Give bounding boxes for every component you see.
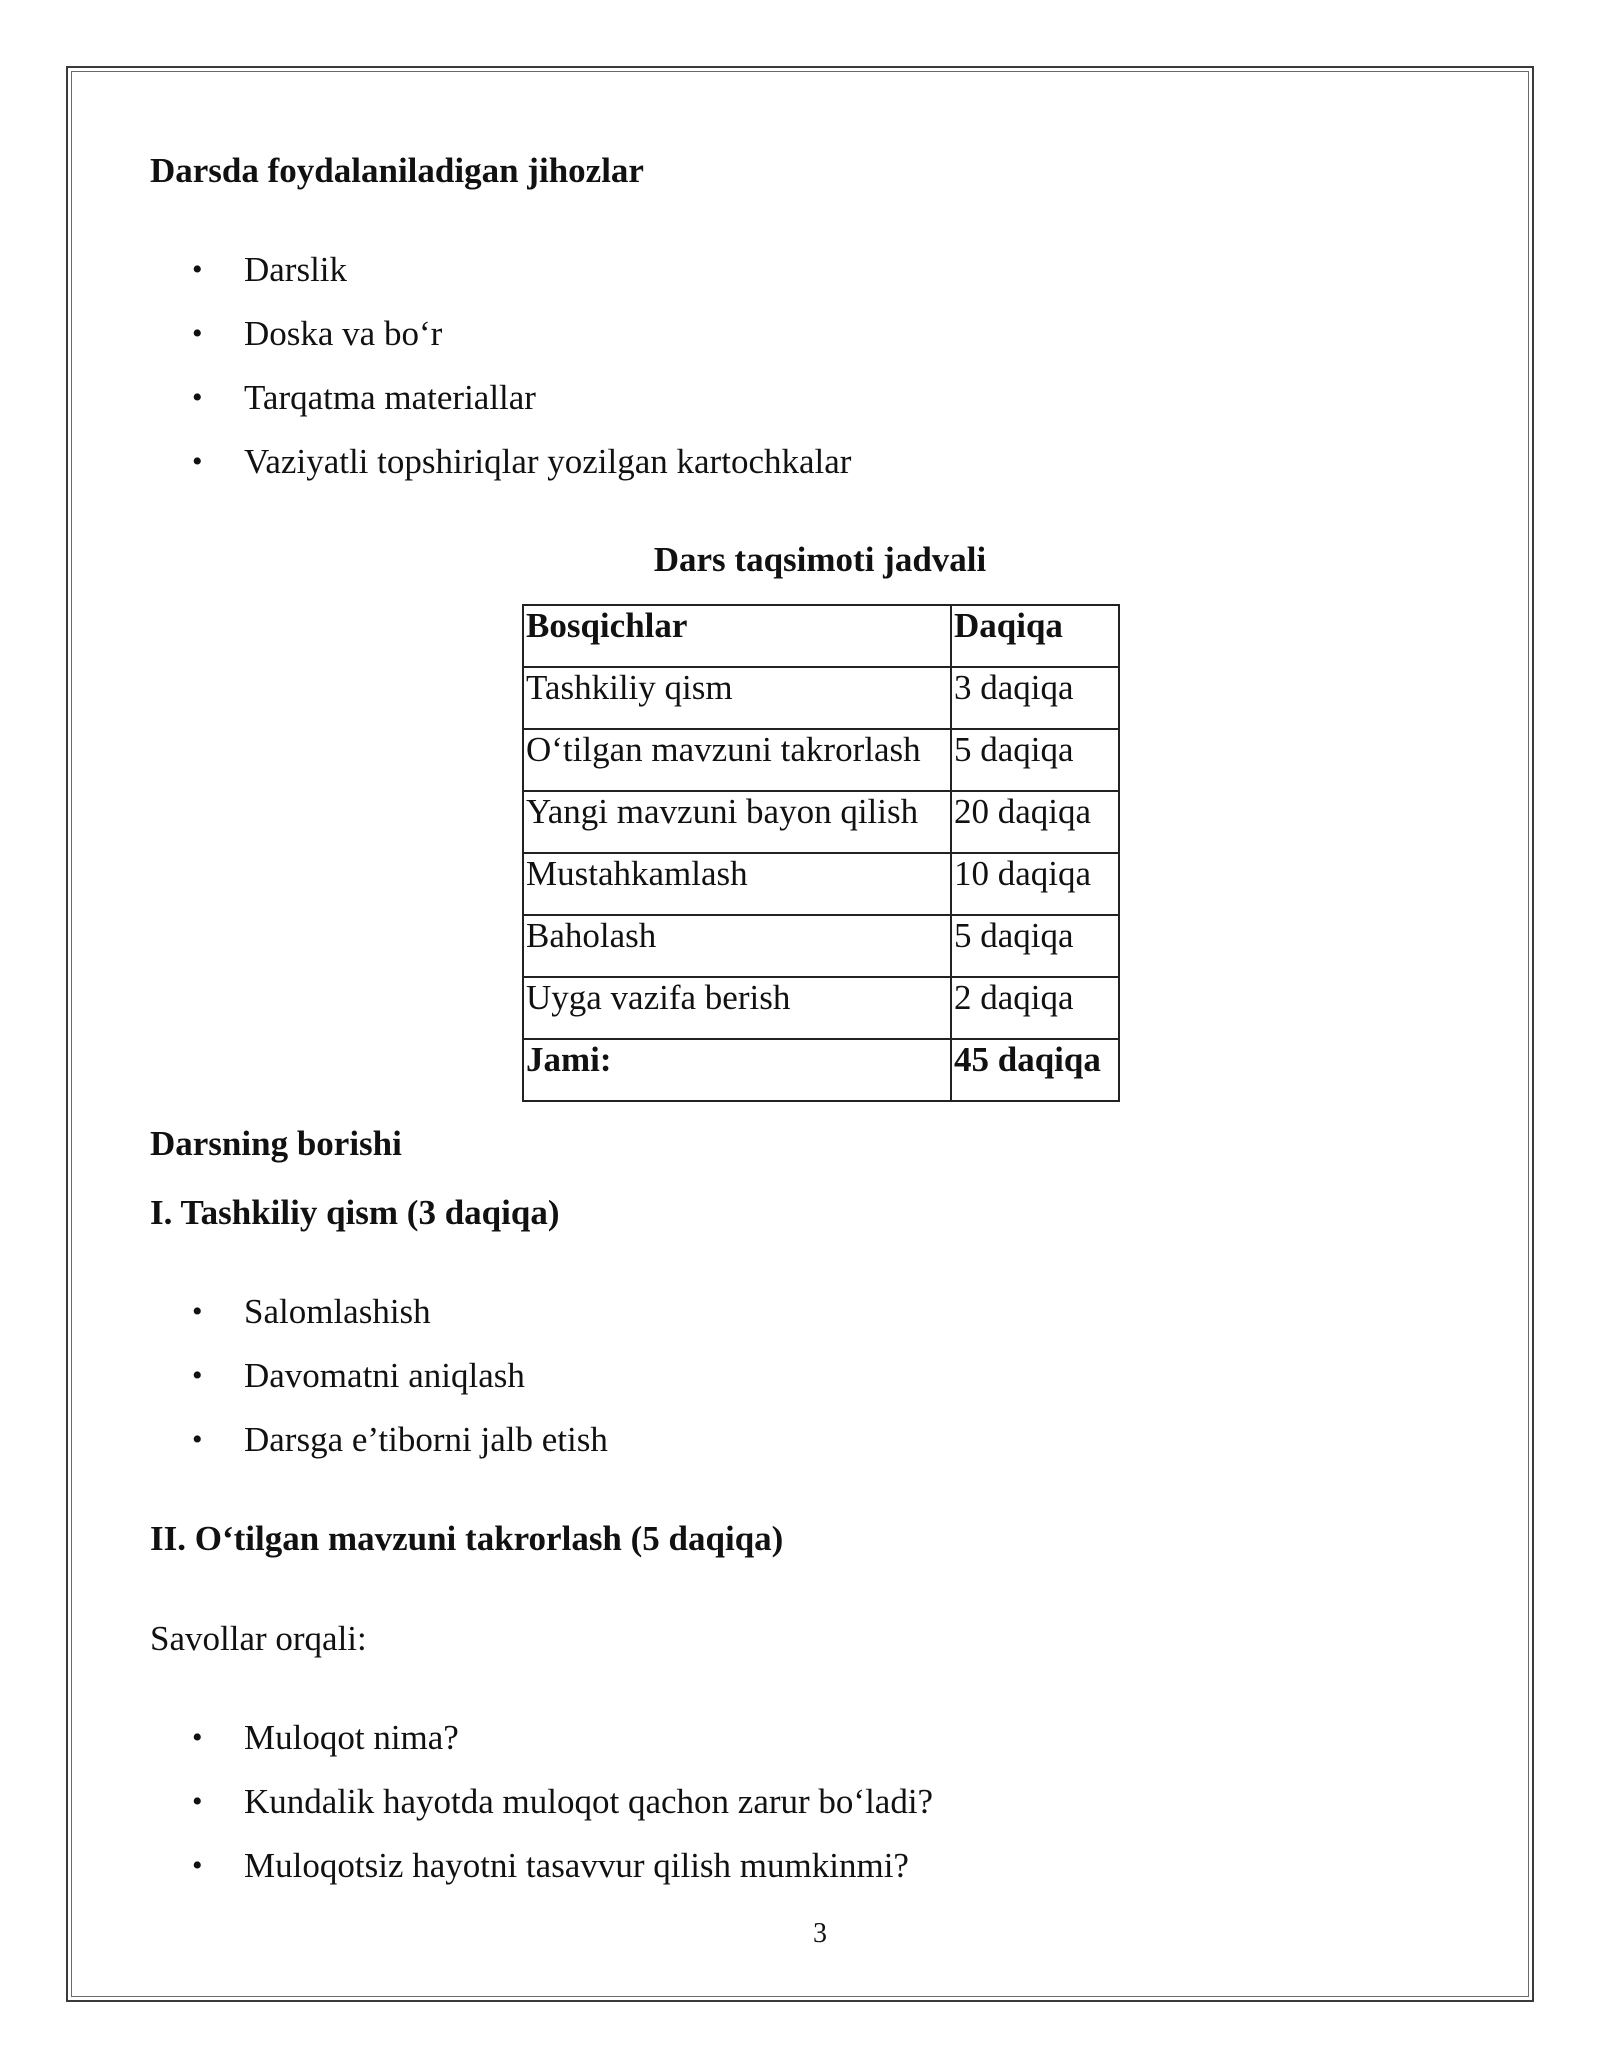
table-cell: 5 daqiqa bbox=[951, 729, 1119, 791]
list-item: • Vaziyatli topshiriqlar yozilgan kartochkalar bbox=[150, 442, 851, 506]
table-cell: 20 daqiqa bbox=[951, 791, 1119, 853]
table-cell: Uyga vazifa berish bbox=[523, 977, 951, 1039]
list-item: • Darslik bbox=[150, 250, 851, 314]
equipment-heading: Darsda foydalaniladigan jihozlar bbox=[150, 151, 644, 190]
page-number: 3 bbox=[813, 1918, 827, 1949]
table-row bbox=[523, 853, 1119, 915]
table-header-cell: Daqiqa bbox=[951, 605, 1119, 667]
section-2-list bbox=[150, 1718, 933, 1910]
list-item: • Darsga e’tiborni jalb etish bbox=[150, 1420, 608, 1484]
list-item: • Salomlashish bbox=[150, 1292, 608, 1356]
table-row bbox=[523, 791, 1119, 853]
list-item: • Doska va bo‘r bbox=[150, 314, 851, 378]
section-1-heading: I. Tashkiliy qism (3 daqiqa) bbox=[150, 1193, 560, 1232]
table-cell: O‘tilgan mavzuni takrorlash bbox=[523, 729, 951, 791]
section-1-list bbox=[150, 1292, 608, 1484]
list-item: • Tarqatma materiallar bbox=[150, 378, 851, 442]
table-header-cell: Bosqichlar bbox=[523, 605, 951, 667]
table-total-row bbox=[523, 1039, 1119, 1101]
list-item: • Muloqotsiz hayotni tasavvur qilish mumkinmi? bbox=[150, 1846, 933, 1910]
table-cell: Tashkiliy qism bbox=[523, 667, 951, 729]
list-item: • Muloqot nima? bbox=[150, 1718, 933, 1782]
table-header-row bbox=[523, 605, 1119, 667]
list-item: • Kundalik hayotda muloqot qachon zarur bo‘ladi? bbox=[150, 1782, 933, 1846]
equipment-list bbox=[150, 250, 851, 506]
table-cell: Jami: bbox=[523, 1039, 951, 1101]
table-cell: Baholash bbox=[523, 915, 951, 977]
table-cell: 3 daqiqa bbox=[951, 667, 1119, 729]
table-row bbox=[523, 977, 1119, 1039]
section-2-intro: Savollar orqali: bbox=[150, 1619, 367, 1658]
table-row bbox=[523, 915, 1119, 977]
progress-heading: Darsning borishi bbox=[150, 1124, 402, 1163]
table-cell: Yangi mavzuni bayon qilish bbox=[523, 791, 951, 853]
table-caption: Dars taqsimoti jadvali bbox=[653, 540, 987, 579]
list-item: • Davomatni aniqlash bbox=[150, 1356, 608, 1420]
table-row bbox=[523, 729, 1119, 791]
table-row bbox=[523, 667, 1119, 729]
section-2-heading: II. O‘tilgan mavzuni takrorlash (5 daqiqa) bbox=[150, 1519, 784, 1558]
table-cell: 10 daqiqa bbox=[951, 853, 1119, 915]
schedule-table bbox=[522, 604, 1120, 1102]
table-cell: Mustahkamlash bbox=[523, 853, 951, 915]
table-cell: 5 daqiqa bbox=[951, 915, 1119, 977]
table-cell: 45 daqiqa bbox=[951, 1039, 1119, 1101]
table-cell: 2 daqiqa bbox=[951, 977, 1119, 1039]
